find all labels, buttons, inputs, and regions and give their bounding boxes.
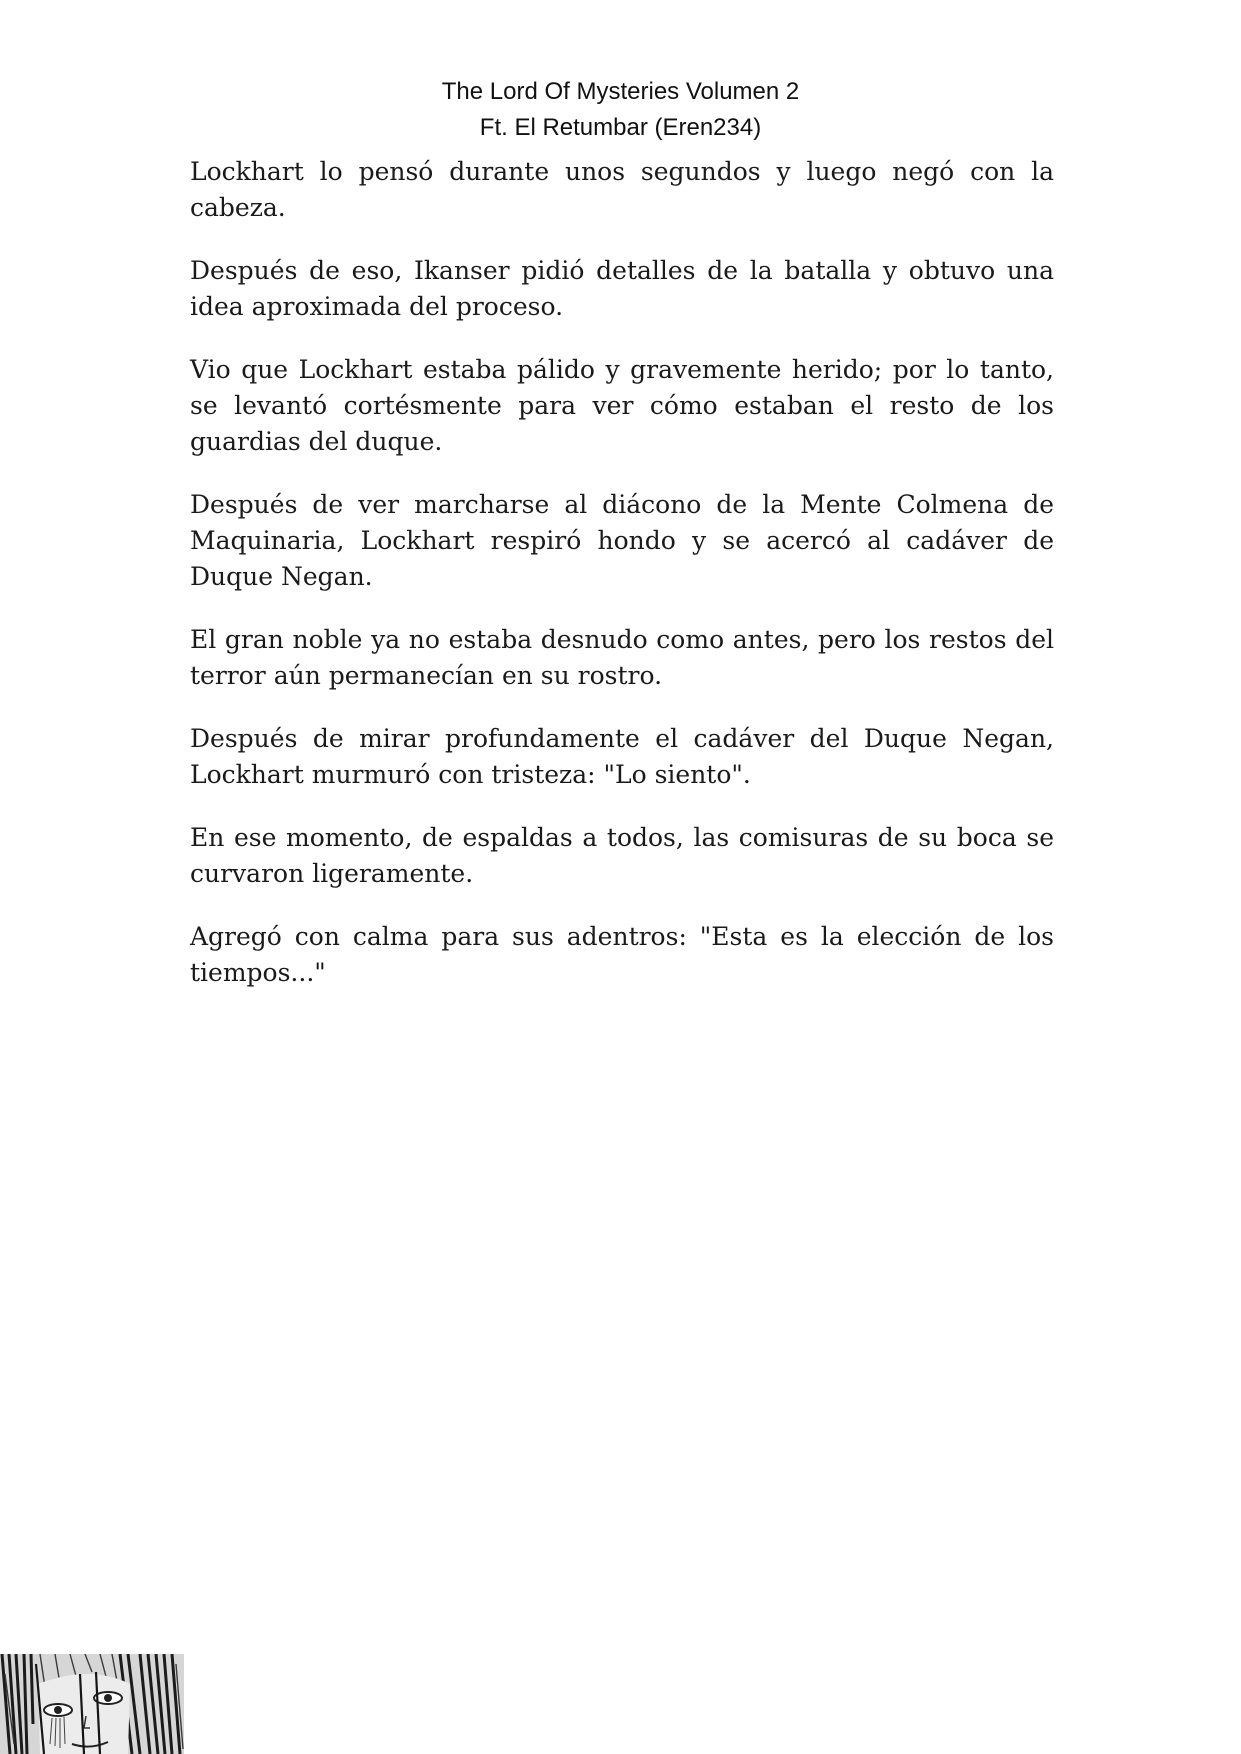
- header-credit: Ft. El Retumbar (Eren234): [479, 114, 762, 141]
- paragraph: En ese momento, de espaldas a todos, las comisuras de su boca se curvaron ligeramente.: [190, 823, 1054, 888]
- paragraph: Vio que Lockhart estaba pálido y gravemente herido; por lo tanto, se levantó cortésmente para ver cómo estaban el resto de los guardias del duque.: [190, 355, 1054, 456]
- manga-face-illustration-icon: [0, 1654, 184, 1754]
- page-header: [0, 74, 1241, 146]
- paragraph: Agregó con calma para sus adentros: "Esta es la elección de los tiempos...": [190, 922, 1054, 987]
- paragraph: Después de ver marcharse al diácono de la Mente Colmena de Maquinaria, Lockhart respiró hondo y se acercó al cadáver de Duque Negan.: [190, 490, 1054, 591]
- header-title: The Lord Of Mysteries Volumen 2: [441, 78, 800, 105]
- paragraph: Después de mirar profundamente el cadáver del Duque Negan, Lockhart murmuró con tristeza: "Lo siento".: [190, 724, 1054, 789]
- paragraph: El gran noble ya no estaba desnudo como antes, pero los restos del terror aún permanecían en su rostro.: [190, 625, 1054, 690]
- paragraph: Después de eso, Ikanser pidió detalles de la batalla y obtuvo una idea aproximada del proceso.: [190, 256, 1054, 321]
- chapter-text: [190, 154, 1054, 1018]
- paragraph: Lockhart lo pensó durante unos segundos y luego negó con la cabeza.: [190, 157, 1054, 222]
